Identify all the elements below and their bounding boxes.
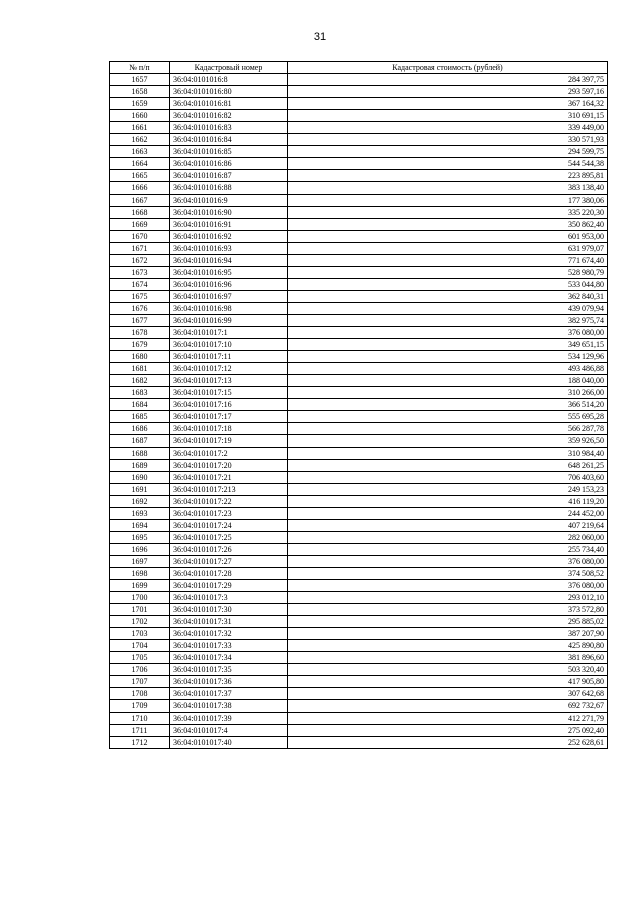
- cadastral-number-cell: 36:04:0101017:36: [170, 676, 288, 688]
- cadastral-value-cell: 359 926,50: [288, 435, 608, 447]
- row-number-cell: 1663: [110, 146, 170, 158]
- cadastral-value-cell: 566 287,78: [288, 423, 608, 435]
- cadastral-number-cell: 36:04:0101017:29: [170, 580, 288, 592]
- cadastral-number-cell: 36:04:0101017:27: [170, 555, 288, 567]
- cadastral-value-cell: 544 544,38: [288, 158, 608, 170]
- row-number-cell: 1690: [110, 471, 170, 483]
- table-row: [110, 86, 608, 98]
- table-row: [110, 351, 608, 363]
- cadastral-value-cell: 412 271,79: [288, 712, 608, 724]
- row-number-cell: 1673: [110, 266, 170, 278]
- cadastral-number-cell: 36:04:0101017:11: [170, 351, 288, 363]
- table-row: [110, 194, 608, 206]
- row-number-cell: 1677: [110, 314, 170, 326]
- row-number-cell: 1680: [110, 351, 170, 363]
- row-number-cell: 1689: [110, 459, 170, 471]
- cadastral-value-cell: 293 597,16: [288, 86, 608, 98]
- cadastral-value-cell: 416 119,20: [288, 495, 608, 507]
- row-number-cell: 1665: [110, 170, 170, 182]
- table-row: [110, 447, 608, 459]
- cadastral-number-cell: 36:04:0101017:17: [170, 411, 288, 423]
- row-number-cell: 1697: [110, 555, 170, 567]
- cadastral-value-cell: 382 975,74: [288, 314, 608, 326]
- cadastral-number-cell: 36:04:0101017:15: [170, 387, 288, 399]
- cadastral-value-cell: 771 674,40: [288, 254, 608, 266]
- cadastral-value-cell: 439 079,94: [288, 302, 608, 314]
- cadastral-number-cell: 36:04:0101016:92: [170, 230, 288, 242]
- cadastral-value-cell: 367 164,32: [288, 98, 608, 110]
- table-row: [110, 290, 608, 302]
- cadastral-number-cell: 36:04:0101016:85: [170, 146, 288, 158]
- row-number-cell: 1695: [110, 531, 170, 543]
- row-number-cell: 1704: [110, 640, 170, 652]
- table-row: [110, 98, 608, 110]
- cadastral-value-cell: 493 486,88: [288, 363, 608, 375]
- cadastral-value-cell: 282 060,00: [288, 531, 608, 543]
- cadastral-value-cell: 387 207,90: [288, 628, 608, 640]
- cadastral-number-cell: 36:04:0101017:28: [170, 567, 288, 579]
- cadastral-number-cell: 36:04:0101017:2: [170, 447, 288, 459]
- cadastral-value-cell: 417 905,80: [288, 676, 608, 688]
- table-row: [110, 399, 608, 411]
- table-row: [110, 604, 608, 616]
- table-row: [110, 423, 608, 435]
- cadastral-number-cell: 36:04:0101016:90: [170, 206, 288, 218]
- cadastral-value-cell: 648 261,25: [288, 459, 608, 471]
- cadastral-number-cell: 36:04:0101017:18: [170, 423, 288, 435]
- table-row: [110, 628, 608, 640]
- cadastral-value-cell: 310 266,00: [288, 387, 608, 399]
- cadastral-value-cell: 533 044,80: [288, 278, 608, 290]
- row-number-cell: 1661: [110, 122, 170, 134]
- row-number-cell: 1678: [110, 327, 170, 339]
- table-row: [110, 652, 608, 664]
- table-row: [110, 519, 608, 531]
- table-row: [110, 495, 608, 507]
- cadastral-value-cell: 555 695,28: [288, 411, 608, 423]
- row-number-cell: 1668: [110, 206, 170, 218]
- table-row: [110, 700, 608, 712]
- cadastral-number-cell: 36:04:0101017:22: [170, 495, 288, 507]
- cadastral-value-cell: 307 642,68: [288, 688, 608, 700]
- row-number-cell: 1708: [110, 688, 170, 700]
- cadastral-number-cell: 36:04:0101016:83: [170, 122, 288, 134]
- row-number-cell: 1702: [110, 616, 170, 628]
- row-number-cell: 1676: [110, 302, 170, 314]
- row-number-cell: 1681: [110, 363, 170, 375]
- row-number-cell: 1671: [110, 242, 170, 254]
- row-number-cell: 1712: [110, 736, 170, 748]
- table-row: [110, 327, 608, 339]
- table-row: [110, 712, 608, 724]
- cadastral-number-cell: 36:04:0101017:24: [170, 519, 288, 531]
- table-row: [110, 592, 608, 604]
- cadastral-number-cell: 36:04:0101016:88: [170, 182, 288, 194]
- cadastral-number-cell: 36:04:0101016:95: [170, 266, 288, 278]
- cadastral-number-cell: 36:04:0101017:37: [170, 688, 288, 700]
- row-number-cell: 1703: [110, 628, 170, 640]
- cadastral-value-cell: 362 840,31: [288, 290, 608, 302]
- cadastral-number-cell: 36:04:0101017:25: [170, 531, 288, 543]
- cadastral-number-cell: 36:04:0101016:86: [170, 158, 288, 170]
- cadastral-value-cell: 376 080,00: [288, 555, 608, 567]
- row-number-cell: 1683: [110, 387, 170, 399]
- cadastral-value-cell: 373 572,80: [288, 604, 608, 616]
- cadastral-value-cell: 255 734,40: [288, 543, 608, 555]
- row-number-cell: 1711: [110, 724, 170, 736]
- cadastral-value-cell: 223 895,81: [288, 170, 608, 182]
- header-row-number: № п/п: [110, 62, 170, 74]
- cadastral-number-cell: 36:04:0101017:12: [170, 363, 288, 375]
- table-row: [110, 640, 608, 652]
- row-number-cell: 1659: [110, 98, 170, 110]
- row-number-cell: 1700: [110, 592, 170, 604]
- cadastral-number-cell: 36:04:0101016:81: [170, 98, 288, 110]
- table-row: [110, 375, 608, 387]
- cadastral-number-cell: 36:04:0101017:31: [170, 616, 288, 628]
- row-number-cell: 1664: [110, 158, 170, 170]
- cadastral-value-cell: 534 129,96: [288, 351, 608, 363]
- table-row: [110, 507, 608, 519]
- row-number-cell: 1675: [110, 290, 170, 302]
- cadastral-value-cell: 366 514,20: [288, 399, 608, 411]
- cadastral-value-cell: 376 080,00: [288, 580, 608, 592]
- row-number-cell: 1679: [110, 339, 170, 351]
- table-row: [110, 676, 608, 688]
- row-number-cell: 1667: [110, 194, 170, 206]
- table-row: [110, 724, 608, 736]
- table-row: [110, 158, 608, 170]
- cadastral-number-cell: 36:04:0101017:32: [170, 628, 288, 640]
- table-row: [110, 688, 608, 700]
- cadastral-value-cell: 425 890,80: [288, 640, 608, 652]
- cadastral-number-cell: 36:04:0101016:8: [170, 74, 288, 86]
- cadastral-number-cell: 36:04:0101016:80: [170, 86, 288, 98]
- table-row: [110, 242, 608, 254]
- table-row: [110, 254, 608, 266]
- row-number-cell: 1692: [110, 495, 170, 507]
- table-row: [110, 580, 608, 592]
- cadastral-value-cell: 374 508,52: [288, 567, 608, 579]
- row-number-cell: 1693: [110, 507, 170, 519]
- cadastral-value-cell: 244 452,00: [288, 507, 608, 519]
- cadastral-number-cell: 36:04:0101017:39: [170, 712, 288, 724]
- row-number-cell: 1705: [110, 652, 170, 664]
- cadastral-value-cell: 177 380,06: [288, 194, 608, 206]
- row-number-cell: 1707: [110, 676, 170, 688]
- row-number-cell: 1672: [110, 254, 170, 266]
- cadastral-value-cell: 275 092,40: [288, 724, 608, 736]
- row-number-cell: 1694: [110, 519, 170, 531]
- cadastral-number-cell: 36:04:0101017:30: [170, 604, 288, 616]
- table-row: [110, 387, 608, 399]
- table-row: [110, 531, 608, 543]
- cadastral-value-cell: 381 896,60: [288, 652, 608, 664]
- table-row: [110, 170, 608, 182]
- cadastral-value-cell: 294 599,75: [288, 146, 608, 158]
- cadastral-value-cell: 330 571,93: [288, 134, 608, 146]
- row-number-cell: 1701: [110, 604, 170, 616]
- row-number-cell: 1687: [110, 435, 170, 447]
- cadastral-value-cell: 310 984,40: [288, 447, 608, 459]
- row-number-cell: 1685: [110, 411, 170, 423]
- table-row: [110, 122, 608, 134]
- row-number-cell: 1658: [110, 86, 170, 98]
- cadastral-value-cell: 692 732,67: [288, 700, 608, 712]
- table-row: [110, 411, 608, 423]
- table-row: [110, 471, 608, 483]
- cadastral-value-cell: 383 138,40: [288, 182, 608, 194]
- cadastral-value-cell: 284 397,75: [288, 74, 608, 86]
- page-number: 31: [313, 31, 327, 43]
- cadastral-value-cell: 706 403,60: [288, 471, 608, 483]
- cadastral-number-cell: 36:04:0101016:96: [170, 278, 288, 290]
- cadastral-value-cell: 335 220,30: [288, 206, 608, 218]
- row-number-cell: 1684: [110, 399, 170, 411]
- row-number-cell: 1696: [110, 543, 170, 555]
- table-row: [110, 483, 608, 495]
- cadastral-number-cell: 36:04:0101017:3: [170, 592, 288, 604]
- cadastral-number-cell: 36:04:0101017:13: [170, 375, 288, 387]
- table-row: [110, 339, 608, 351]
- cadastral-value-cell: 188 040,00: [288, 375, 608, 387]
- row-number-cell: 1670: [110, 230, 170, 242]
- table-row: [110, 435, 608, 447]
- row-number-cell: 1706: [110, 664, 170, 676]
- table-row: [110, 363, 608, 375]
- cadastral-value-cell: 252 628,61: [288, 736, 608, 748]
- cadastral-number-cell: 36:04:0101016:99: [170, 314, 288, 326]
- cadastral-value-cell: 293 012,10: [288, 592, 608, 604]
- cadastral-number-cell: 36:04:0101016:84: [170, 134, 288, 146]
- table-row: [110, 555, 608, 567]
- cadastral-number-cell: 36:04:0101017:10: [170, 339, 288, 351]
- cadastral-number-cell: 36:04:0101016:91: [170, 218, 288, 230]
- cadastral-number-cell: 36:04:0101017:1: [170, 327, 288, 339]
- table-row: [110, 543, 608, 555]
- table-body: [110, 74, 608, 749]
- cadastral-value-cell: 249 153,23: [288, 483, 608, 495]
- cadastral-number-cell: 36:04:0101016:98: [170, 302, 288, 314]
- cadastral-number-cell: 36:04:0101016:9: [170, 194, 288, 206]
- cadastral-value-cell: 295 885,02: [288, 616, 608, 628]
- cadastral-value-cell: 350 862,40: [288, 218, 608, 230]
- row-number-cell: 1709: [110, 700, 170, 712]
- cadastral-number-cell: 36:04:0101016:93: [170, 242, 288, 254]
- cadastral-number-cell: 36:04:0101016:97: [170, 290, 288, 302]
- cadastral-table-container: [109, 61, 607, 749]
- cadastral-value-cell: 349 651,15: [288, 339, 608, 351]
- cadastral-value-cell: 376 080,00: [288, 327, 608, 339]
- row-number-cell: 1699: [110, 580, 170, 592]
- cadastral-value-table: [109, 61, 608, 749]
- table-row: [110, 736, 608, 748]
- row-number-cell: 1698: [110, 567, 170, 579]
- table-row: [110, 567, 608, 579]
- cadastral-value-cell: 407 219,64: [288, 519, 608, 531]
- row-number-cell: 1686: [110, 423, 170, 435]
- header-cadastral-number: Кадастровый номер: [170, 62, 288, 74]
- cadastral-number-cell: 36:04:0101017:19: [170, 435, 288, 447]
- cadastral-number-cell: 36:04:0101017:38: [170, 700, 288, 712]
- cadastral-number-cell: 36:04:0101017:35: [170, 664, 288, 676]
- cadastral-value-cell: 631 979,07: [288, 242, 608, 254]
- table-row: [110, 459, 608, 471]
- cadastral-number-cell: 36:04:0101017:4: [170, 724, 288, 736]
- table-row: [110, 134, 608, 146]
- table-row: [110, 206, 608, 218]
- row-number-cell: 1669: [110, 218, 170, 230]
- row-number-cell: 1657: [110, 74, 170, 86]
- cadastral-number-cell: 36:04:0101017:23: [170, 507, 288, 519]
- cadastral-number-cell: 36:04:0101016:82: [170, 110, 288, 122]
- cadastral-value-cell: 503 320,40: [288, 664, 608, 676]
- row-number-cell: 1688: [110, 447, 170, 459]
- cadastral-value-cell: 310 691,15: [288, 110, 608, 122]
- cadastral-value-cell: 528 980,79: [288, 266, 608, 278]
- cadastral-number-cell: 36:04:0101017:40: [170, 736, 288, 748]
- table-row: [110, 146, 608, 158]
- row-number-cell: 1666: [110, 182, 170, 194]
- table-row: [110, 74, 608, 86]
- cadastral-number-cell: 36:04:0101017:33: [170, 640, 288, 652]
- table-row: [110, 616, 608, 628]
- cadastral-number-cell: 36:04:0101017:213: [170, 483, 288, 495]
- row-number-cell: 1682: [110, 375, 170, 387]
- cadastral-number-cell: 36:04:0101017:16: [170, 399, 288, 411]
- cadastral-number-cell: 36:04:0101017:26: [170, 543, 288, 555]
- row-number-cell: 1710: [110, 712, 170, 724]
- cadastral-number-cell: 36:04:0101016:94: [170, 254, 288, 266]
- row-number-cell: 1662: [110, 134, 170, 146]
- cadastral-value-cell: 601 953,00: [288, 230, 608, 242]
- table-row: [110, 314, 608, 326]
- table-row: [110, 664, 608, 676]
- cadastral-number-cell: 36:04:0101017:34: [170, 652, 288, 664]
- table-row: [110, 230, 608, 242]
- table-row: [110, 278, 608, 290]
- table-row: [110, 302, 608, 314]
- cadastral-number-cell: 36:04:0101016:87: [170, 170, 288, 182]
- cadastral-number-cell: 36:04:0101017:21: [170, 471, 288, 483]
- header-cadastral-value: Кадастровая стоимость (рублей): [288, 62, 608, 74]
- table-row: [110, 182, 608, 194]
- cadastral-value-cell: 339 449,00: [288, 122, 608, 134]
- row-number-cell: 1674: [110, 278, 170, 290]
- row-number-cell: 1660: [110, 110, 170, 122]
- table-row: [110, 110, 608, 122]
- row-number-cell: 1691: [110, 483, 170, 495]
- cadastral-number-cell: 36:04:0101017:20: [170, 459, 288, 471]
- table-row: [110, 266, 608, 278]
- table-row: [110, 218, 608, 230]
- table-header-row: [110, 62, 608, 74]
